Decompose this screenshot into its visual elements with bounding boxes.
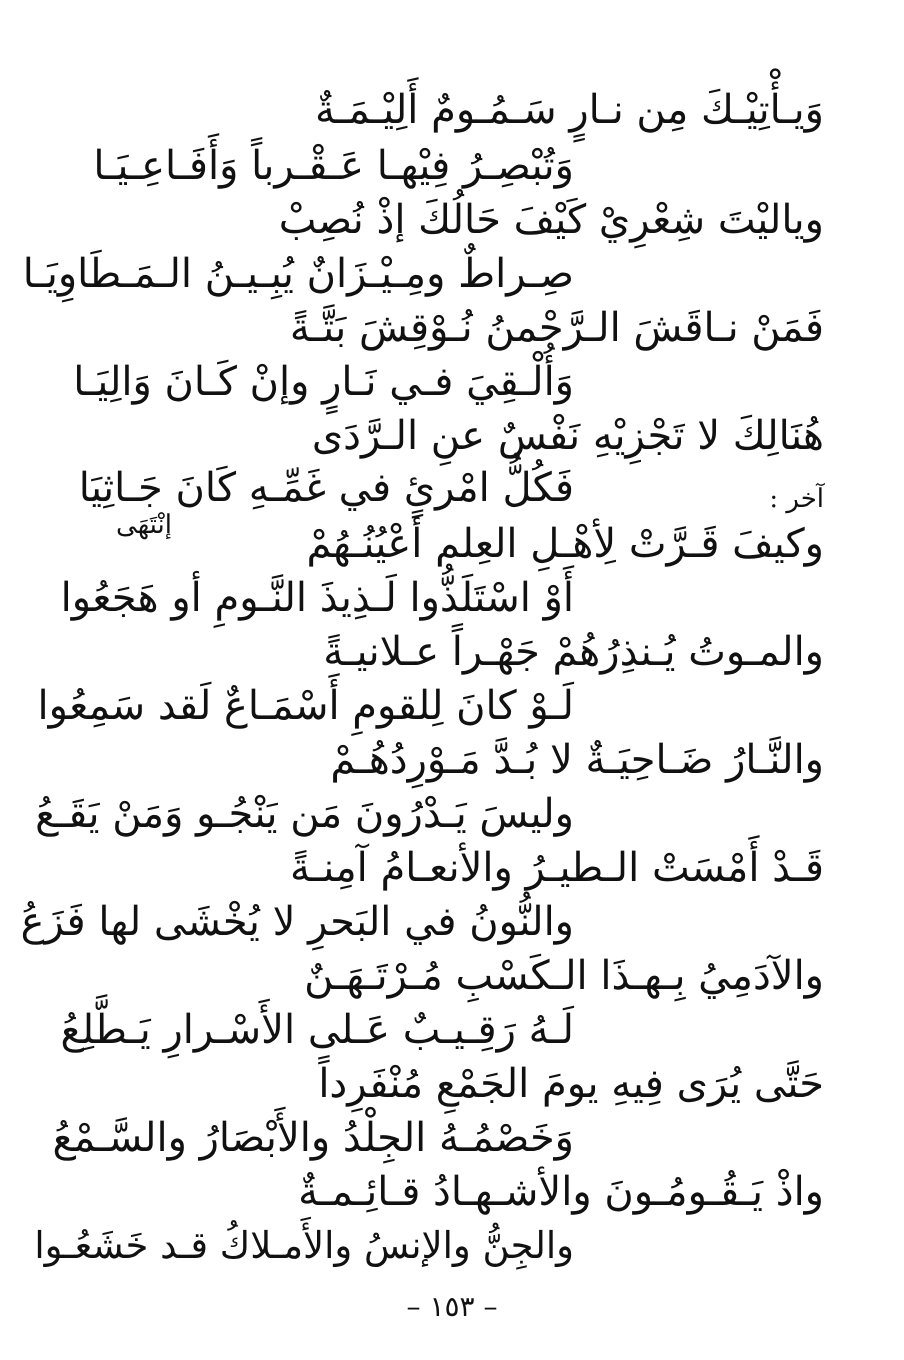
- verse-line: فَمَنْ نـاقَشَ الـرَّحْمنُ نُـوْقِشَ بَتَّـةً: [289, 305, 824, 351]
- verse-line: وَيـأْتِيْـكَ مِن نـارٍ سَـمُـومٌ أَلِيْـمَـةٌ: [315, 87, 824, 133]
- verse-line: والجِنُّ والإنسُ والأَمـلاكُ قـد خَشَعُـوا: [34, 1224, 574, 1267]
- section-label: آخر :: [769, 484, 824, 514]
- verse-line: والآدَمِيُ بِـهـذَا الـكَسْبِ مُـرْتَـهَـنٌ: [304, 953, 824, 999]
- verse-line: حَتَّى يُرَى فِيهِ يومَ الجَمْعِ مُنْفَرِداً: [318, 1061, 824, 1107]
- verse-line: وَأُلْـقِيَ فـي نَـارٍ وإنْ كَـانَ وَالِيَـا: [73, 359, 574, 405]
- verse-line: قَـدْ أَمْسَتْ الـطيـرُ والأنعـامُ آمِنـةً: [289, 845, 824, 891]
- verse-line: صِـراطٌ ومِـيْـزَانٌ يُبِـيـنُ الـمَـطَاوِيَـا: [22, 251, 574, 297]
- verse-line: وياليْتَ شِعْرِيْ كَيْفَ حَالُكَ إذْ نُصِبْ: [278, 197, 824, 243]
- closing-note: إنْتَهَى: [116, 510, 172, 540]
- verse-line: هُنَالِكَ لا تَجْزِيْهِ نَفْسٌ عنِ الـرَّدَى: [311, 413, 824, 459]
- verse-line: والنُّونُ في البَحرِ لا يُخْشَى لها فَزَعُ: [20, 899, 574, 945]
- verse-line: أَوْ اسْتَلَذُّوا لَـذِيذَ النَّـومِ أو هَجَعُوا: [60, 575, 574, 621]
- verse-line: لَـوْ كانَ لِلقومِ أَسْمَـاعٌ لَقد سَمِعُوا: [37, 683, 574, 729]
- verse-line: وكيفَ قَـرَّتْ لِأهْـلِ العِلم أعْيُنُـهُمْ: [306, 521, 824, 567]
- verse-line: وَخَصْمُـهُ الجِلْدُ والأَبْصَارُ والسَّـمْعُ: [52, 1115, 574, 1161]
- verse-line: وَتُبْصِـرُ فِيْهـا عَـقْـرباً وَأَفَـاعِـيَـا: [93, 143, 574, 189]
- verse-line: وليسَ يَـدْرُونَ مَن يَنْجُـو وَمَنْ يَقَـعُ: [35, 791, 574, 837]
- verse-line: فَكُلُّ امْرئٍ في غَمِّـهِ كَانَ جَـاثِيَا: [78, 465, 574, 511]
- verse-line: لَـهُ رَقِـيـبٌ عَـلى الأَسْـرارِ يَـطَّلِعُ: [60, 1007, 574, 1053]
- page-number: – ١٥٣ –: [406, 1290, 498, 1323]
- verse-line: واذْ يَـقُـومُـونَ والأشـهـادُ قـائِـمـةٌ: [298, 1169, 824, 1215]
- verse-line: والمـوتُ يُـنذِرُهُمْ جَهْـراً عـلانيـةً: [323, 629, 824, 675]
- verse-line: والنَّـارُ ضَـاحِيَـةٌ لا بُـدَّ مَـوْرِدُهُـمْ: [330, 737, 824, 783]
